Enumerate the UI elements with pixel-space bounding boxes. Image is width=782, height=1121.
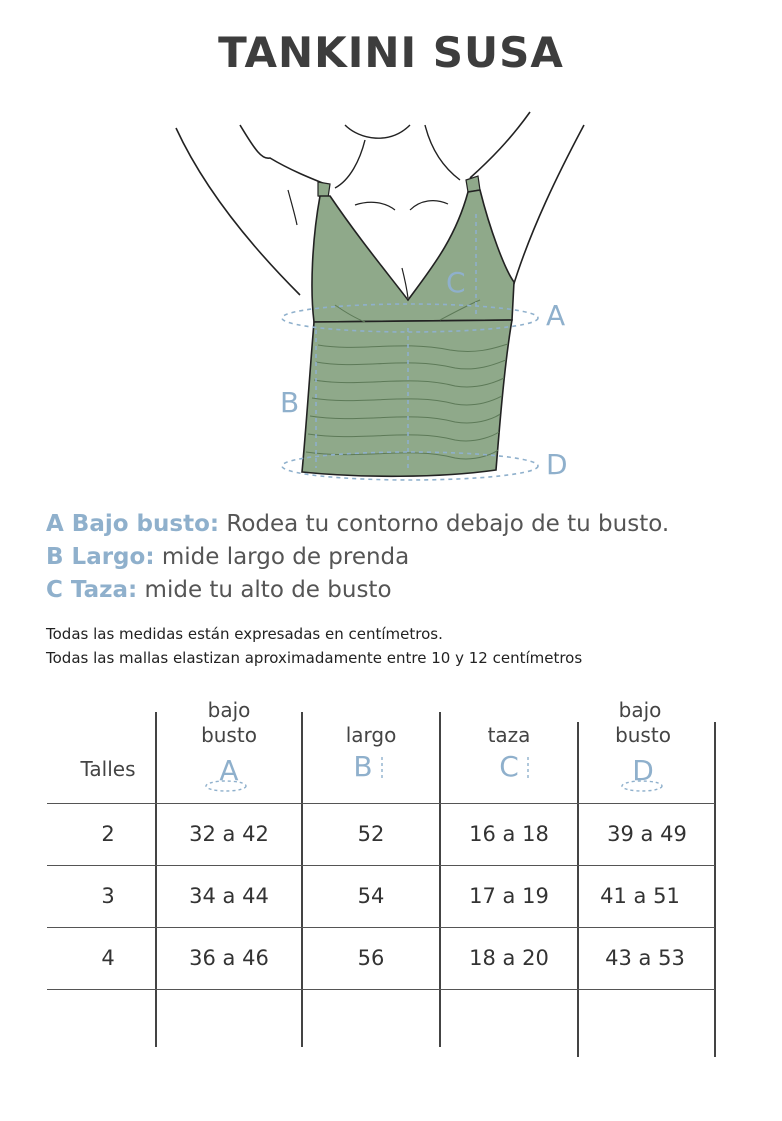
header-col4-line2: busto bbox=[615, 723, 671, 747]
letter-d-label: D bbox=[546, 448, 568, 481]
definition-b: B Largo: mide largo de prenda bbox=[46, 544, 410, 570]
row-2-talle: 2 bbox=[101, 822, 115, 846]
header-col1-letter: A bbox=[219, 754, 239, 787]
letter-a-label: A bbox=[546, 299, 566, 332]
table-divider bbox=[577, 722, 579, 1057]
header-col3-letter: C bbox=[499, 750, 519, 783]
definition-c: C Taza: mide tu alto de busto bbox=[46, 577, 392, 603]
note-elastic: Todas las mallas elastizan aproximadamente entre 10 y 12 centímetros bbox=[46, 649, 583, 667]
row-4-a: 36 a 46 bbox=[189, 946, 269, 970]
table-divider bbox=[155, 712, 157, 1047]
tankini-illustration bbox=[170, 110, 590, 495]
header-col1-line1: bajo bbox=[207, 698, 251, 722]
row-2-a: 32 a 42 bbox=[189, 822, 269, 846]
table-divider bbox=[439, 712, 441, 1047]
row-2-b: 52 bbox=[357, 822, 385, 846]
table-rule bbox=[47, 865, 715, 866]
definitions-list bbox=[46, 508, 669, 607]
header-col2-letter: B bbox=[353, 750, 373, 783]
row-2-d: 39 a 49 bbox=[607, 822, 687, 846]
header-col4-line1: bajo bbox=[618, 698, 662, 722]
row-3-talle: 3 bbox=[101, 884, 115, 908]
row-2-c: 16 a 18 bbox=[469, 822, 549, 846]
letter-b-label: B bbox=[280, 386, 300, 419]
header-col3-line1: taza bbox=[487, 723, 531, 747]
row-4-talle: 4 bbox=[101, 946, 115, 970]
row-4-d: 43 a 53 bbox=[605, 946, 685, 970]
page-title: TANKINI SUSA bbox=[218, 28, 564, 77]
tankini-figure bbox=[170, 110, 590, 495]
table-divider bbox=[301, 712, 303, 1047]
table-rule bbox=[47, 989, 715, 990]
header-col4-letter: D bbox=[632, 754, 654, 787]
row-3-d: 41 a 51 bbox=[600, 884, 680, 908]
letter-c-label: C bbox=[446, 266, 466, 299]
row-3-c: 17 a 19 bbox=[469, 884, 549, 908]
row-3-b: 54 bbox=[357, 884, 385, 908]
table-divider bbox=[714, 722, 716, 1057]
row-4-c: 18 a 20 bbox=[469, 946, 549, 970]
header-col2-line1: largo bbox=[345, 723, 397, 747]
header-col1-line2: busto bbox=[201, 723, 257, 747]
note-units: Todas las medidas están expresadas en centímetros. bbox=[46, 625, 443, 643]
notes bbox=[46, 622, 582, 670]
definition-a: A Bajo busto: Rodea tu contorno debajo de tu busto. bbox=[46, 511, 670, 537]
table-rule bbox=[47, 927, 715, 928]
header-talles: Talles bbox=[80, 757, 136, 781]
row-4-b: 56 bbox=[357, 946, 385, 970]
table-rule bbox=[47, 803, 715, 804]
row-3-a: 34 a 44 bbox=[189, 884, 269, 908]
